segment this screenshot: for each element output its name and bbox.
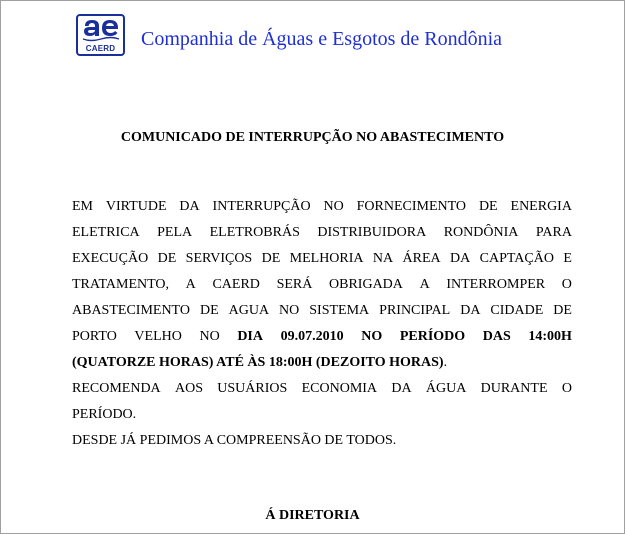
paragraph-line-date: [72, 324, 572, 350]
notice-title: COMUNICADO DE INTERRUPÇÃO NO ABASTECIMENTO: [120, 130, 505, 145]
word: EM: [72, 199, 93, 214]
word: RECOMENDA: [72, 381, 161, 396]
word: DE: [553, 303, 572, 318]
word: AOS: [174, 381, 203, 396]
notice-paragraph-closing: DESDE JÁ PEDIMOS A COMPREENSÃO DE TODOS.: [72, 433, 397, 448]
word: DA: [179, 199, 200, 214]
caerd-logo-mark-icon: [81, 18, 121, 46]
paragraph-line: PERÍODO.: [72, 407, 137, 422]
word: ELETROBRÁS: [209, 225, 300, 240]
word: OBRIGADA: [329, 277, 403, 292]
paragraph-line: [72, 298, 572, 324]
company-name: Companhia de Águas e Esgotos de Rondônia: [141, 28, 503, 50]
word: NO: [199, 329, 220, 344]
word: DE: [478, 199, 498, 214]
word: E: [563, 251, 572, 266]
notice-paragraph-recommendation: [72, 376, 572, 428]
word: PELA: [157, 225, 193, 240]
word: ECONOMIA: [301, 381, 378, 396]
paragraph-line: [72, 246, 572, 272]
word: 09.07.2010: [280, 329, 344, 344]
word: NO: [361, 329, 383, 344]
notice-body: [72, 194, 572, 454]
word: DURANTE: [480, 381, 548, 396]
word: ÁGUA: [425, 381, 467, 396]
letterhead: [76, 14, 502, 56]
word: SERVIÇOS: [185, 251, 253, 266]
word: AGUA: [228, 303, 270, 318]
word: PORTO: [72, 329, 117, 344]
word: VIRTUDE: [105, 199, 167, 214]
word: NO: [323, 199, 344, 214]
word: RONDÔNIA: [443, 225, 519, 240]
word: INTERROMPER: [446, 277, 546, 292]
word: ENERGIA: [510, 199, 572, 214]
word: MELHORIA: [289, 251, 364, 266]
word: ÁREA: [402, 251, 441, 266]
word: INTERRUPÇÃO: [212, 199, 311, 214]
word: O: [561, 277, 572, 292]
word: DE: [261, 251, 281, 266]
paragraph-line: [72, 272, 572, 298]
word: PERÍODO: [399, 329, 466, 344]
paragraph-line: [72, 220, 572, 246]
logo-caption: CAERD: [85, 44, 116, 53]
word: FORNECIMENTO: [356, 199, 467, 214]
word: CAERD: [212, 277, 260, 292]
caerd-logo: [76, 14, 125, 56]
word: DA: [460, 303, 481, 318]
word: DA: [391, 381, 412, 396]
signature: Á DIRETORIA: [265, 508, 360, 523]
paragraph-line-time: [72, 350, 572, 376]
word: A: [185, 277, 196, 292]
word: DE: [157, 251, 177, 266]
word: SISTEMA: [309, 303, 370, 318]
word: CAPTAÇÃO: [479, 251, 554, 266]
sentence-end: .: [443, 355, 448, 370]
word: EXECUÇÃO: [72, 251, 149, 266]
word: ELETRICA: [72, 225, 140, 240]
word: O: [561, 381, 572, 396]
word: DAS: [482, 329, 511, 344]
word: 14:00H: [528, 329, 572, 344]
word: DIA: [237, 329, 263, 344]
word: PARA: [535, 225, 572, 240]
word: CIDADE: [490, 303, 544, 318]
word: TRATAMENTO,: [72, 277, 170, 292]
time-range-bold: (QUATORZE HORAS) ATÉ ÀS 18:00H (DEZOITO HORAS): [72, 355, 444, 370]
word: ABASTECIMENTO: [72, 303, 190, 318]
paragraph-line: [72, 194, 572, 220]
word: PRINCIPAL: [379, 303, 451, 318]
notice-paragraph-main: [72, 194, 572, 376]
word: NO: [279, 303, 300, 318]
word: NA: [372, 251, 394, 266]
word: DE: [199, 303, 219, 318]
word: VELHO: [134, 329, 182, 344]
word: USUÁRIOS: [217, 381, 288, 396]
paragraph-line: [72, 376, 572, 402]
word: A: [419, 277, 430, 292]
word: DA: [450, 251, 471, 266]
word: DISTRIBUIDORA: [317, 225, 427, 240]
word: SERÁ: [276, 277, 313, 292]
